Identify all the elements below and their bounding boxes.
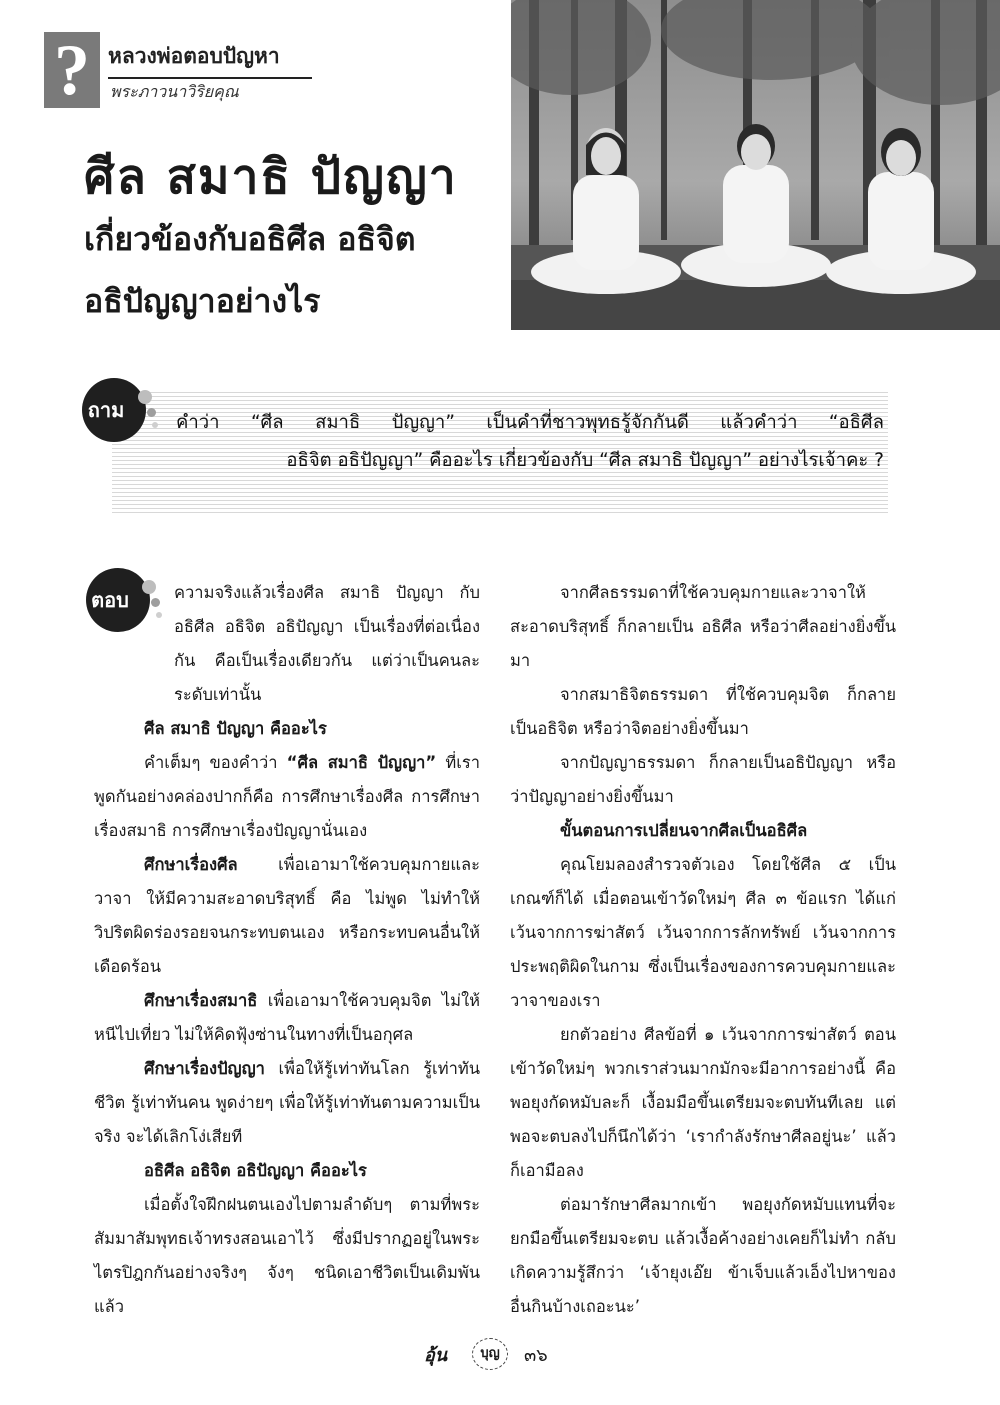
section-heading: ศีล สมาธิ ปัญญา คืออะไร: [144, 719, 327, 738]
meditation-photo: [511, 0, 1000, 330]
question-line-1: คำว่า “ศีล สมาธิ ปัญญา” เป็นคำที่ชาวพุทธรู้จักกันดี แล้วคำว่า “อธิศีล: [176, 412, 884, 433]
answer-paragraph: คุณโยมลองสำรวจตัวเอง โดยใช้ศีล ๕ เป็นเกณฑ์ก็ได้ เมื่อตอนเข้าวัดใหม่ๆ ศีล ๓ ข้อแรก ได้แก่ เว้นจากการฆ่าสัตว์ เว้นจากการลักทรัพย์ เว้นจากการประพฤติผิดในกาม ซึ่งเป็นเรื่องของการควบคุมกายและวาจาของเรา: [510, 855, 896, 1010]
page-number: ๓๖: [524, 1345, 548, 1366]
answer-left-column: [94, 576, 480, 1324]
column-title: หลวงพ่อตอบปัญหา: [108, 40, 312, 79]
headline-line-1: ศีล สมาธิ ปัญญา: [84, 149, 458, 205]
question-line-2: อธิจิต อธิปัญญา” คืออะไร เกี่ยวข้องกับ “ศีล สมาธิ ปัญญา” อย่างไรเจ้าคะ ?: [286, 450, 884, 471]
magazine-logo: อุ้น: [424, 1345, 448, 1366]
article-headline: [84, 146, 504, 332]
headline-line-2: เกี่ยวข้องกับอธิศีล อธิจิต: [84, 220, 416, 258]
answer-paragraph: จากศีลธรรมดาที่ใช้ควบคุมกายและวาจาให้สะอาดบริสุทธิ์ ก็กลายเป็น อธิศีล หรือว่าศีลอย่างยิ่งขึ้นมา: [510, 583, 896, 670]
answer-paragraph: ต่อมารักษาศีลมากเข้า พอยุงกัดหมับแทนที่จะยกมือขึ้นเตรียมจะตบ แล้วเงื้อค้างอย่างเคยก็ไม่ทำ กลับเกิดความรู้สึกว่า ‘เจ้ายุงเอ๊ย ข้าเจ็บแล้วเอ็งไปหาของอื่นกินบ้างเถอะนะ’: [510, 1195, 896, 1316]
answer-right-column: [510, 576, 896, 1324]
column-author: พระภาวนาวิริยคุณ: [110, 82, 239, 101]
headline-line-3: อธิปัญญาอย่างไร: [84, 282, 321, 320]
answer-paragraph: จากปัญญาธรรมดา ก็กลายเป็นอธิปัญญา หรือว่าปัญญาอย่างยิ่งขึ้นมา: [510, 753, 896, 806]
question-mark-icon: ?: [44, 32, 100, 108]
answer-paragraph: ความจริงแล้วเรื่องศีล สมาธิ ปัญญา กับอธิศีล อธิจิต อธิปัญญา เป็นเรื่องที่ต่อเนื่องกัน คือเป็นเรื่องเดียวกัน แต่ว่าเป็นคนละระดับเท่านั้น: [174, 583, 480, 704]
page-footer: [0, 1336, 1000, 1376]
answer-paragraph: ศึกษาเรื่องปัญญา เพื่อให้รู้เท่าทันโลก รู้เท่าทันชีวิต รู้เท่าทันคน พูดง่ายๆ เพื่อให้รู้เท่าทันตามความเป็นจริง จะได้เลิกโง่เสียที: [94, 1059, 480, 1146]
question-badge: ถาม: [82, 378, 146, 442]
answer-paragraph: จากสมาธิจิตธรรมดา ที่ใช้ควบคุมจิต ก็กลายเป็นอธิจิต หรือว่าจิตอย่างยิ่งขึ้นมา: [510, 685, 896, 738]
section-heading: ขั้นตอนการเปลี่ยนจากศีลเป็นอธิศีล: [560, 821, 808, 840]
answer-paragraph: ยกตัวอย่าง ศีลข้อที่ ๑ เว้นจากการฆ่าสัตว์ ตอนเข้าวัดใหม่ๆ พวกเราส่วนมากมักจะมีอาการอย่างนี้ คือพอยุงกัดหมับละก็ เงื้อมมือขึ้นเตรียมจะตบทันทีเลย แต่พอจะตบลงไปก็นึกได้ว่า ‘เรากำลังรักษาศีลอยู่นะ’ แล้วก็เอามือลง: [510, 1025, 896, 1180]
section-heading: อธิศีล อธิจิต อธิปัญญา คืออะไร: [144, 1161, 367, 1180]
answer-badge: ตอบ: [86, 568, 150, 632]
answer-paragraph: ศึกษาเรื่องศีล เพื่อเอามาใช้ควบคุมกายและวาจา ให้มีความสะอาดบริสุทธิ์ คือ ไม่พูด ไม่ทำให้วิปริตผิดร่องรอยจนกระทบตนเอง หรือกระทบคนอื่นให้เดือดร้อน: [94, 855, 480, 976]
question-text: [116, 404, 884, 480]
answer-paragraph: คำเต็มๆ ของคำว่า “ศีล สมาธิ ปัญญา” ที่เราพูดกันอย่างคล่องปากก็คือ การศึกษาเรื่องศีล การศึกษาเรื่องสมาธิ การศึกษาเรื่องปัญญานั่นเอง: [94, 753, 481, 840]
answer-paragraph: เมื่อตั้งใจฝึกฝนตนเองไปตามลำดับๆ ตามที่พระสัมมาสัมพุทธเจ้าทรงสอนเอาไว้ ซึ่งมีปรากฏอยู่ในพระไตรปิฎกกันอย่างจริงๆ จังๆ ชนิดเอาชีวิตเป็นเดิมพันแล้ว: [94, 1195, 480, 1316]
answer-paragraph: ศึกษาเรื่องสมาธิ เพื่อเอามาใช้ควบคุมจิต ไม่ให้หนีไปเที่ยว ไม่ให้คิดฟุ้งซ่านในทางที่เป็นอกุศล: [94, 991, 480, 1044]
magazine-logo-ring: บุญ: [472, 1338, 508, 1370]
